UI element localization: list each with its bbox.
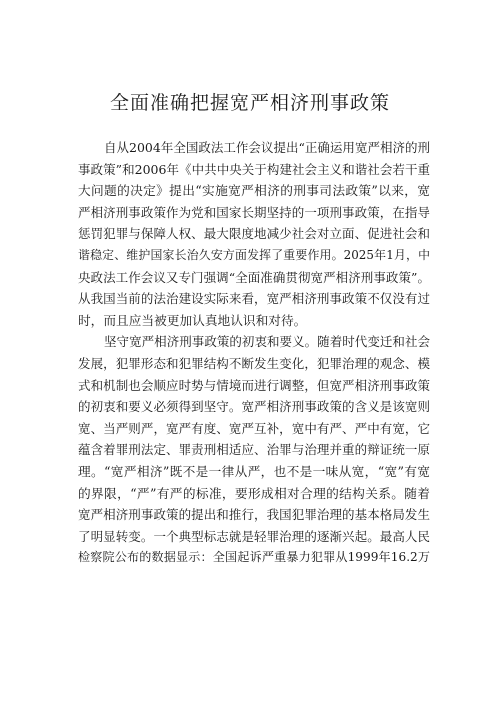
text-line: 宽严相济刑事政策的提出和推行，我国犯罪治理的基本格局发生: [78, 507, 430, 523]
text-line: 的初衷和要义必须得到坚守。宽严相济刑事政策的含义是该宽则: [78, 399, 430, 415]
document-body: [78, 137, 430, 569]
text-line: 事政策”和2006年《中共中央关于构建社会主义和谐社会若干重: [78, 161, 430, 177]
text-line: 检察院公布的数据显示：全国起诉严重暴力犯罪从1999年16.2万: [78, 550, 430, 565]
text-line: 的界限，“严”有严的标准，要形成相对合理的结构关系。随着: [78, 485, 430, 501]
text-line: 大问题的决定》提出“实施宽严相济的刑事司法政策”以来，宽: [78, 183, 430, 199]
text-line: 发展，犯罪形态和犯罪结构不断发生变化，犯罪治理的观念、模: [78, 355, 430, 371]
paragraph-1: [78, 137, 430, 331]
text-line: 央政法工作会议又专门强调“全面准确贯彻宽严相济刑事政策”。: [78, 269, 430, 285]
text-line: 从我国当前的法治建设实际来看，宽严相济刑事政策不仅没有过: [78, 291, 430, 307]
text-line: 宽、当严则严，宽严有度、宽严互补，宽中有严、严中有宽，它: [78, 420, 430, 436]
text-line: 严相济刑事政策作为党和国家长期坚持的一项刑事政策，在指导: [78, 204, 430, 220]
text-line: 蕴含着罪刑法定、罪责刑相适应、治罪与治理并重的辩证统一原: [78, 442, 430, 458]
text-line: 时，而且应当被更加认真地认识和对待。: [78, 312, 307, 328]
text-line: 谐稳定、维护国家长治久安方面发挥了重要作用。2025年1月，中: [78, 247, 430, 262]
text-line: 坚守宽严相济刑事政策的初衷和要义。随着时代变迁和社会: [104, 334, 430, 350]
document-title: 全面准确把握宽严相济刑事政策: [109, 92, 390, 114]
text-line: 式和机制也会顺应时势与情境而进行调整，但宽严相济刑事政策: [78, 377, 430, 393]
text-line: 了明显转变。一个典型标志就是轻罪治理的逐渐兴起。最高人民: [78, 528, 430, 544]
text-line: 自从2004年全国政法工作会议提出“正确运用宽严相济的刑: [104, 140, 430, 155]
text-line: 惩罚犯罪与保障人权、最大限度地减少社会对立面、促进社会和: [78, 226, 430, 242]
paragraph-2: [78, 331, 430, 569]
text-line: 理。“宽严相济”既不是一律从严，也不是一味从宽，“宽”有宽: [78, 463, 430, 479]
